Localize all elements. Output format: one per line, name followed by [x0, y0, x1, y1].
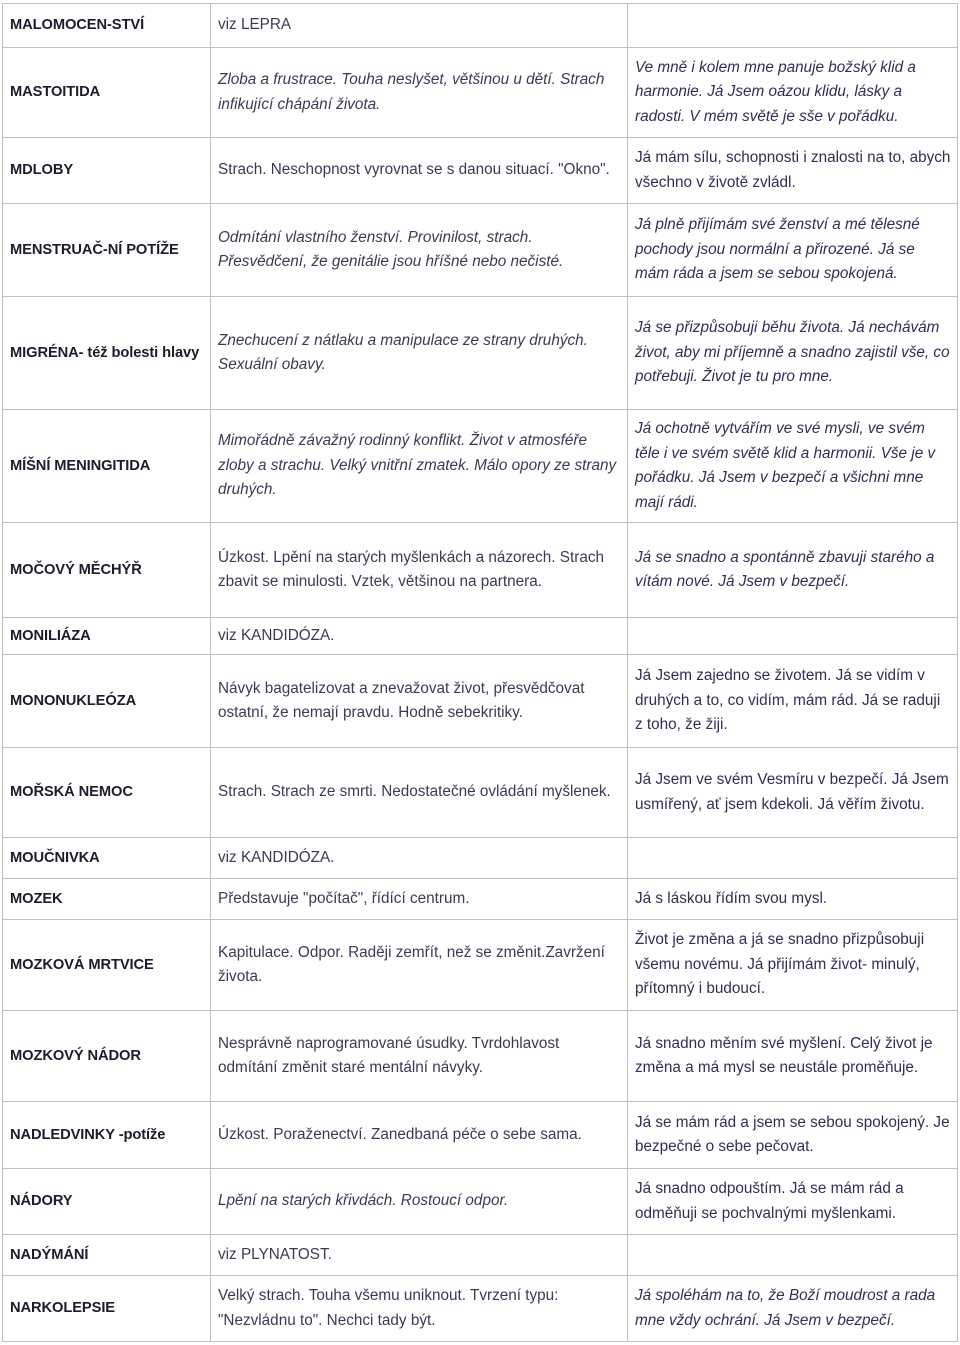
term-cell: NARKOLEPSIE	[3, 1276, 211, 1342]
affirmation-cell: Já snadno odpouštím. Já se mám rád a odměňuji se pochvalnými myšlenkami.	[628, 1169, 958, 1235]
table-row	[3, 920, 958, 1011]
affirmation-cell	[628, 838, 958, 879]
term-cell: MASTOITIDA	[3, 48, 211, 138]
cause-cell: viz PLYNATOST.	[211, 1235, 628, 1276]
cause-cell: Strach. Strach ze smrti. Nedostatečné ovládání myšlenek.	[211, 748, 628, 838]
affirmation-cell: Já ochotně vytvářím ve své mysli, ve svém těle i ve svém světě klid a harmonii. Vše je v pořádku. Já Jsem v bezpečí a všichni mne mají rádi.	[628, 410, 958, 523]
affirmation-cell	[628, 4, 958, 48]
table-row	[3, 618, 958, 655]
term-cell: MONILIÁZA	[3, 618, 211, 655]
table-row	[3, 1102, 958, 1169]
table-row	[3, 204, 958, 297]
cause-cell: Strach. Neschopnost vyrovnat se s danou situací. "Okno".	[211, 138, 628, 204]
cause-cell: viz KANDIDÓZA.	[211, 838, 628, 879]
table-row	[3, 4, 958, 48]
affirmation-cell: Život je změna a já se snadno přizpůsobuji všemu novému. Já přijímám život- minulý, přítomný i budoucí.	[628, 920, 958, 1011]
table-row	[3, 410, 958, 523]
cause-cell: Zloba a frustrace. Touha neslyšet, většinou u dětí. Strach infikující chápání života.	[211, 48, 628, 138]
cause-cell: Mimořádně závažný rodinný konflikt. Život v atmosféře zloby a strachu. Velký vnitřní zmatek. Málo opory ze strany druhých.	[211, 410, 628, 523]
cause-cell: viz KANDIDÓZA.	[211, 618, 628, 655]
table-row	[3, 879, 958, 920]
cause-cell: Odmítání vlastního ženství. Provinilost, strach. Přesvědčení, že genitálie jsou hříšné nebo nečisté.	[211, 204, 628, 297]
term-cell: NADÝMÁNÍ	[3, 1235, 211, 1276]
cause-cell: Úzkost. Poraženectví. Zanedbaná péče o sebe sama.	[211, 1102, 628, 1169]
table-row	[3, 1276, 958, 1342]
term-cell: MÍŠNÍ MENINGITIDA	[3, 410, 211, 523]
symptom-table	[2, 3, 958, 1342]
cause-cell: Znechucení z nátlaku a manipulace ze strany druhých. Sexuální obavy.	[211, 297, 628, 410]
document-page	[2, 3, 958, 1342]
affirmation-cell: Já se přizpůsobuji běhu života. Já nechávám život, aby mi příjemně a snadno zajistil vše, co potřebuji. Život je tu pro mne.	[628, 297, 958, 410]
affirmation-cell: Já se mám rád a jsem se sebou spokojený. Je bezpečné o sebe pečovat.	[628, 1102, 958, 1169]
term-cell: MENSTRUAČ-NÍ POTÍŽE	[3, 204, 211, 297]
cause-cell: Nesprávně naprogramované úsudky. Tvrdohlavost odmítání změnit staré mentální návyky.	[211, 1011, 628, 1102]
term-cell: MIGRÉNA- též bolesti hlavy	[3, 297, 211, 410]
cause-cell: Kapitulace. Odpor. Raději zemřít, než se změnit.Zavržení života.	[211, 920, 628, 1011]
cause-cell: Velký strach. Touha všemu uniknout. Tvrzení typu: "Nezvládnu to". Nechci tady být.	[211, 1276, 628, 1342]
term-cell: MOZEK	[3, 879, 211, 920]
table-row	[3, 523, 958, 618]
term-cell: MOČOVÝ MĚCHÝŘ	[3, 523, 211, 618]
table-row	[3, 48, 958, 138]
term-cell: MALOMOCEN-STVÍ	[3, 4, 211, 48]
affirmation-cell: Já spoléhám na to, že Boží moudrost a rada mne vždy ochrání. Já Jsem v bezpečí.	[628, 1276, 958, 1342]
table-row	[3, 1011, 958, 1102]
cause-cell: viz LEPRA	[211, 4, 628, 48]
term-cell: MDLOBY	[3, 138, 211, 204]
term-cell: MOZKOVÝ NÁDOR	[3, 1011, 211, 1102]
term-cell: MOZKOVÁ MRTVICE	[3, 920, 211, 1011]
affirmation-cell: Já Jsem zajedno se životem. Já se vidím v druhých a to, co vidím, mám rád. Já se raduji z toho, že žiji.	[628, 655, 958, 748]
term-cell: MONONUKLEÓZA	[3, 655, 211, 748]
affirmation-cell: Já se snadno a spontánně zbavuji starého a vítám nové. Já Jsem v bezpečí.	[628, 523, 958, 618]
term-cell: MOUČNIVKA	[3, 838, 211, 879]
table-row	[3, 1169, 958, 1235]
cause-cell: Představuje "počítač", řídící centrum.	[211, 879, 628, 920]
table-row	[3, 748, 958, 838]
table-row	[3, 838, 958, 879]
table-row	[3, 297, 958, 410]
affirmation-cell: Já Jsem ve svém Vesmíru v bezpečí. Já Jsem usmířený, ať jsem kdekoli. Já věřím životu.	[628, 748, 958, 838]
affirmation-cell: Já s láskou řídím svou mysl.	[628, 879, 958, 920]
affirmation-cell: Já plně přijímám své ženství a mé tělesné pochody jsou normální a přirozené. Já se mám ráda a jsem se sebou spokojená.	[628, 204, 958, 297]
table-row	[3, 655, 958, 748]
affirmation-cell	[628, 1235, 958, 1276]
affirmation-cell: Já mám sílu, schopnosti i znalosti na to, abych všechno v životě zvládl.	[628, 138, 958, 204]
table-row	[3, 1235, 958, 1276]
term-cell: MOŘSKÁ NEMOC	[3, 748, 211, 838]
table-row	[3, 138, 958, 204]
affirmation-cell	[628, 618, 958, 655]
cause-cell: Úzkost. Lpění na starých myšlenkách a názorech. Strach zbavit se minulosti. Vztek, většinou na partnera.	[211, 523, 628, 618]
cause-cell: Lpění na starých křivdách. Rostoucí odpor.	[211, 1169, 628, 1235]
term-cell: NADLEDVINKY -potíže	[3, 1102, 211, 1169]
term-cell: NÁDORY	[3, 1169, 211, 1235]
affirmation-cell: Ve mně i kolem mne panuje božský klid a harmonie. Já Jsem oázou klidu, lásky a radosti. V mém světě je sše v pořádku.	[628, 48, 958, 138]
affirmation-cell: Já snadno měním své myšlení. Celý život je změna a má mysl se neustále proměňuje.	[628, 1011, 958, 1102]
cause-cell: Návyk bagatelizovat a znevažovat život, přesvědčovat ostatní, že nemají pravdu. Hodně sebekritiky.	[211, 655, 628, 748]
